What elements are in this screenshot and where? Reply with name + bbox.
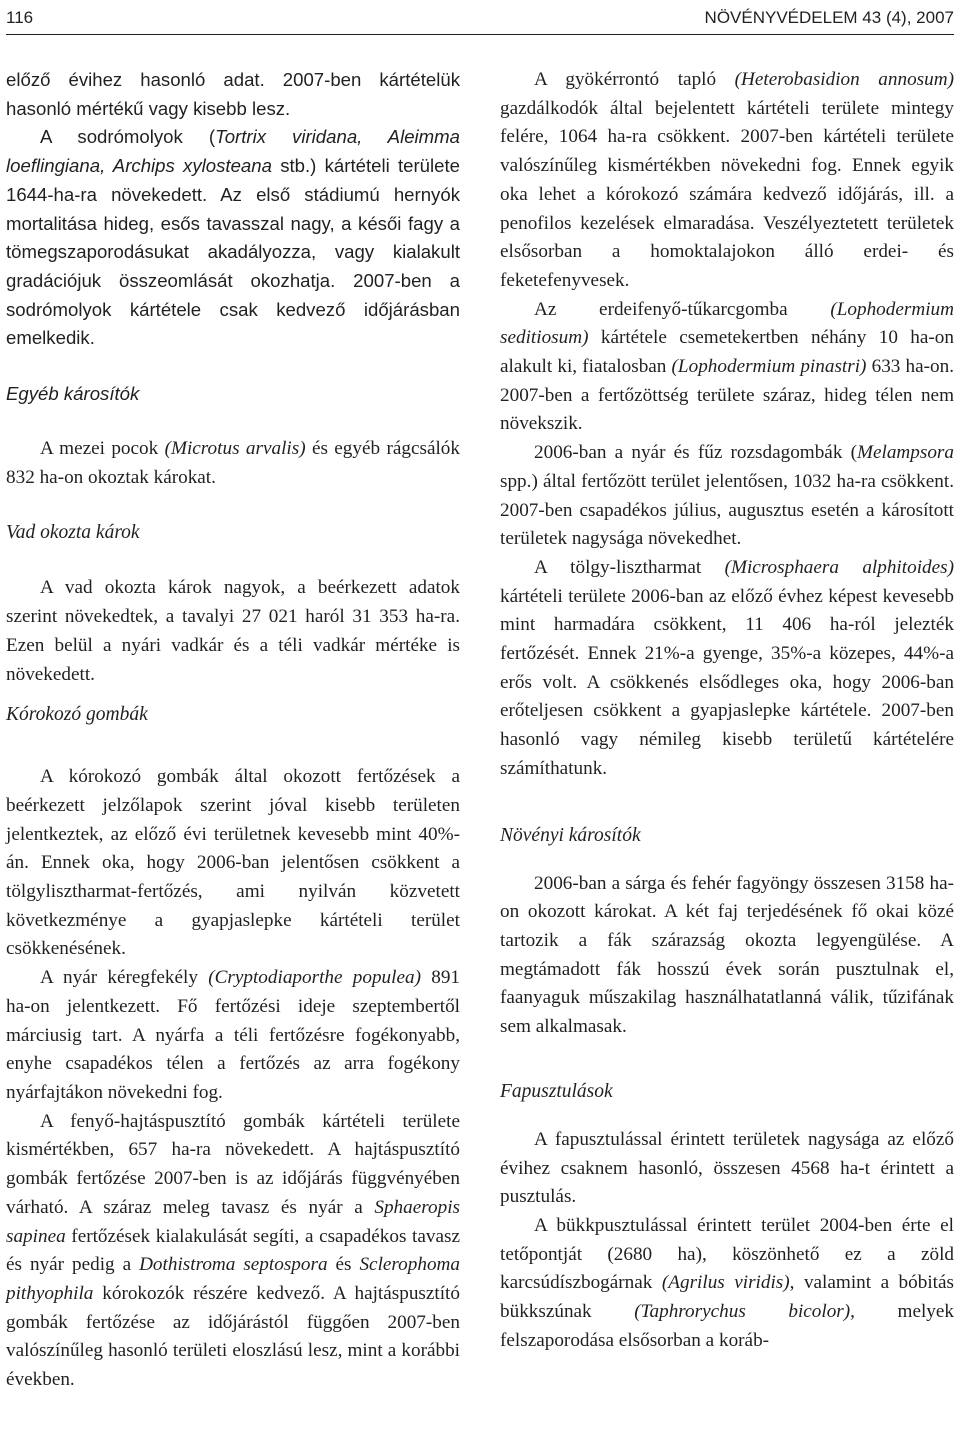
left-column <box>6 66 460 1395</box>
paragraph: A vad okozta károk nagyok, a beérkezett adatok szerint növekedtek, a tavalyi 27 021 haról 31 353 ha-ra. Ezen belül a nyári vadkár és a téli vadkár mértéke is növekedett. <box>6 577 460 685</box>
paragraph: A kórokozó gombák által okozott fertőzések a beérkezett jelzőlapok szerint jóval kisebb területen jelentkeztek, az előző évi területnek kevesebb mint 40%-án. Ennek oka, hogy 2006-ban jelentősen csökkent a tölgylisztharmat-fertőzés, ami nyilván közvetett következménye a gyapjaslepke kártételi terület csökkenésének. <box>6 766 460 960</box>
paragraph: A fapusztulással érintett területek nagysága az előző évihez csaknem hasonló, összesen 4568 ha-t érintett a pusztulás. <box>500 1128 954 1208</box>
paragraph: A gyökérrontó tapló (Heterobasidion annosum) gazdálkodók által bejelentett kártételi területe mintegy felére, 1064 ha-ra csökkent. 2007-ben kártételi területe valószínűleg kismértékben növekedni fog. Ennek egyik oka lehet a kórokozó számára kedvező időjárás, ill. a penofilos kezelések elmaradása. Veszélyeztetett területek elsősorban a homoktalajokon álló erdei- és feketefenyvesek. <box>500 69 954 291</box>
section-heading: Fapusztulások <box>500 1080 613 1102</box>
section-heading: Kórokozó gombák <box>6 704 148 726</box>
paragraph: 2006-ban a nyár és fűz rozsdagombák (Melampsora spp.) által fertőzött terület jelentősen, 1032 ha-ra csökkent. 2007-ben csapadékos július, augusztus esetén a károsított területek nagysága növekedhet. <box>500 442 954 550</box>
section-heading: Egyéb károsítók <box>6 383 140 405</box>
paragraph: 2006-ban a sárga és fehér fagyöngy összesen 3158 ha-on okozott károkat. A két faj terjedésének fő okai közé tartozik a fák szárazság okozta legyengülése. A megtámadott fák hosszú évek során pusztulnak el, faanyaguk műszakilag használhatatlanná válik, tűzifának sem alkalmasak. <box>500 872 954 1038</box>
paragraph: A tölgy-lisztharmat (Microsphaera alphitoides) kártételi területe 2006-ban az előző évhez képest kevesebb mint harmadára csökkent, 11 406 ha-ról jelezték fertőzését. Ennek 21%-a gyenge, 35%-a közepes, 44%-a erős volt. A csökkenés elsődleges oka, hogy 2006-ban erőteljesen csökkent a gyapjaslepke kártétele. 2007-ben hasonló vagy némileg kisebb területű kártételére számíthatunk. <box>500 556 954 779</box>
paragraph: A mezei pocok (Microtus arvalis) és egyéb rágcsálók 832 ha-on okoztak károkat. <box>6 438 460 488</box>
paragraph: A bükkpusztulással érintett terület 2004-ben érte el tetőpontját (2680 ha), köszönhető ez a zöld karcsúdíszbogárnak (Agrilus viridis), valamint a bóbitás bükkszúnak (Taphrorychus bicolor), melyek felszaporodása elsősorban a koráb- <box>500 1214 954 1351</box>
page-number: 116 <box>6 8 34 27</box>
paragraph: A fenyő-hajtáspusztító gombák kártételi területe kismértékben, 657 ha-ra növekedett. A hajtáspusztító gombák fertőzése 2007-ben is az időjárás függvényében várható. A száraz meleg tavasz és nyár a Sphaeropis sapinea fertőzések kialakulását segíti, a csapadékos tavasz és nyár pedig a Dothistroma septospora és Sclerophoma pithyophila kórokozók részére kedvező. A hajtáspusztító gombák fertőzése az időjárástól függően 2007-ben valószínűleg hasonló területi eloszlású lesz, mint a korábbi években. <box>6 1110 460 1391</box>
section-heading: Vad okozta károk <box>6 522 140 544</box>
section-heading: Növényi károsítók <box>500 824 641 846</box>
paragraph: Az erdeifenyő-tűkarcgomba (Lophodermium seditiosum) kártétele csemetekertben néhány 10 ha-on alakult ki, fiatalosban (Lophodermium pinastri) 633 ha-on. 2007-ben a fertőzöttség területe száraz, hideg télen nem növekszik. <box>500 298 955 435</box>
running-head <box>6 4 954 30</box>
paragraph: A sodrómolyok (Tortrix viridana, Aleimma loeflingiana, Archips xylosteana stb.) kártételi területe 1644-ha-ra növekedett. Az első stádiumú hernyók mortalitása hideg, esős tavasszal nagy, a késői fagy a tömegszaporodásukat akadályozza, vagy kialakult gradációjuk összeomlását okozhatja. 2007-ben a sodrómolyok kártétele csak kedvező időjárásban emelkedik. <box>6 126 460 349</box>
paragraph: előző évihez hasonló adat. 2007-ben kártételük hasonló mértékű vagy kisebb lesz. <box>6 69 460 119</box>
right-column <box>500 66 954 1355</box>
header-rule <box>6 34 954 35</box>
paragraph: A nyár kéregfekély (Cryptodiaporthe populea) 891 ha-on jelentkezett. Fő fertőzési ideje szeptembertől márciusig tart. A nyárfa a téli fertőzésre fogékonyabb, enyhe csapadékos télen a fertőzés az arra fogékony nyárfajtákon növekedni fog. <box>6 967 460 1103</box>
journal-citation: NÖVÉNYVÉDELEM 43 (4), 2007 <box>704 8 954 27</box>
